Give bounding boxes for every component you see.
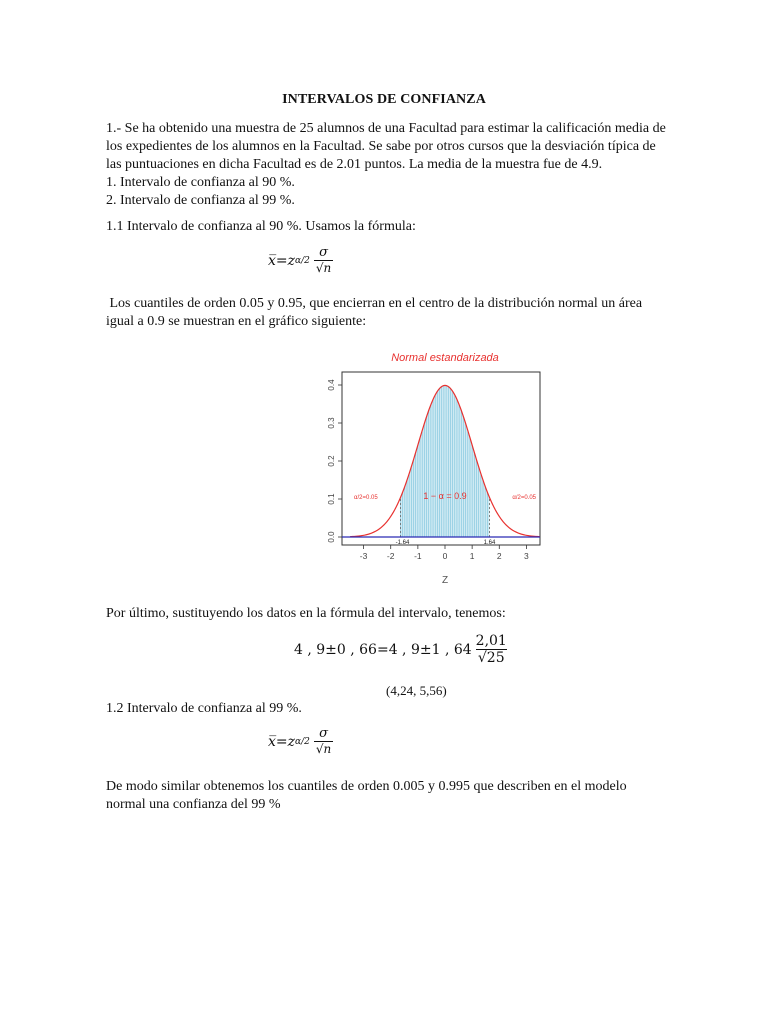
formula-subscript: α/2 — [295, 736, 310, 747]
problem-statement — [106, 120, 666, 210]
problem-line: los expedientes de los alumnos en la Facultad. Se sabe por otros cursos que la desviación típica de — [106, 139, 656, 154]
numeric-formula-numerator: 2,01 — [475, 633, 507, 649]
right-tail-label: α/2=0.05 — [512, 495, 536, 501]
quantiles-line: igual a 0.9 se muestran en el gráfico siguiente: — [106, 314, 367, 329]
interval-result: (4,24, 5,56) — [386, 683, 447, 698]
x-tick-label: -2 — [386, 551, 395, 561]
y-tick-label: 0.3 — [327, 417, 336, 429]
formula-fraction — [314, 246, 333, 275]
substitution-text: Por último, sustituyendo los datos en la fórmula del intervalo, tenemos: — [106, 606, 506, 621]
center-area-label: 1 − α = 0.9 — [423, 491, 467, 501]
interval-formula — [268, 246, 333, 275]
numeric-formula-denominator: √25 — [477, 650, 505, 666]
left-tail-label: α/2=0.05 — [354, 495, 378, 501]
x-tick-label: -3 — [359, 551, 368, 561]
document-title: INTERVALOS DE CONFIANZA — [282, 92, 486, 107]
formula-fraction — [314, 727, 333, 756]
formula-denominator: √n — [315, 742, 332, 756]
quantiles-paragraph — [106, 295, 666, 331]
formula-op: =z — [275, 252, 296, 269]
section-1-1-heading: 1.1 Intervalo de confianza al 90 %. Usamos la fórmula: — [106, 219, 416, 234]
normal-chart — [320, 345, 550, 590]
numeric-formula-left: 4 , 9±0 , 66=4 , 9±1 , 64 — [294, 641, 472, 658]
interval-formula-2 — [268, 727, 333, 756]
y-tick-label: 0.0 — [327, 531, 336, 543]
problem-line: las puntuaciones en dicha Facultad es de 2.01 puntos. La media de la muestra fue de 4.9. — [106, 157, 603, 172]
formula-numerator: σ — [319, 726, 328, 741]
shaded-area — [400, 385, 489, 537]
section-1-2-heading: 1.2 Intervalo de confianza al 99 %. — [106, 701, 302, 716]
formula-op: =z — [275, 733, 296, 750]
problem-line: 1.- Se ha obtenido una muestra de 25 alumnos de una Facultad para estimar la calificación media de — [106, 121, 666, 136]
quantiles-line: Los cuantiles de orden 0.05 y 0.95, que encierran en el centro de la distribución normal un área — [106, 296, 643, 311]
formula-denominator: √n — [315, 261, 332, 275]
x-tick-label: 2 — [496, 551, 502, 561]
chart-title: Normal estandarizada — [391, 352, 499, 364]
y-tick-label: 0.2 — [327, 455, 336, 467]
y-tick-label: 0.4 — [327, 379, 336, 391]
formula-numerator: σ — [319, 245, 328, 260]
closing-paragraph — [106, 778, 666, 814]
numeric-formula-fraction — [474, 633, 509, 666]
numeric-formula — [294, 633, 509, 666]
x-tick-label: -1 — [414, 551, 422, 561]
x-tick-label: 0 — [442, 551, 448, 561]
x-tick-label: 3 — [524, 551, 529, 561]
formula-lhs: x̅ — [268, 733, 276, 750]
formula-subscript: α/2 — [295, 255, 310, 266]
problem-line: 2. Intervalo de confianza al 99 %. — [106, 193, 295, 208]
y-tick-label: 0.1 — [327, 493, 336, 505]
right-quantile-label: 1.64 — [483, 540, 496, 546]
left-quantile-label: -1.64 — [395, 540, 410, 546]
closing-line: normal una confianza del 99 % — [106, 797, 281, 812]
x-axis-label: Z — [441, 575, 449, 586]
closing-line: De modo similar obtenemos los cuantiles de orden 0.005 y 0.995 que describen en el modelo — [106, 779, 627, 794]
problem-line: 1. Intervalo de confianza al 90 %. — [106, 175, 295, 190]
formula-lhs: x̅ — [268, 252, 276, 269]
x-tick-label: 1 — [469, 551, 475, 561]
